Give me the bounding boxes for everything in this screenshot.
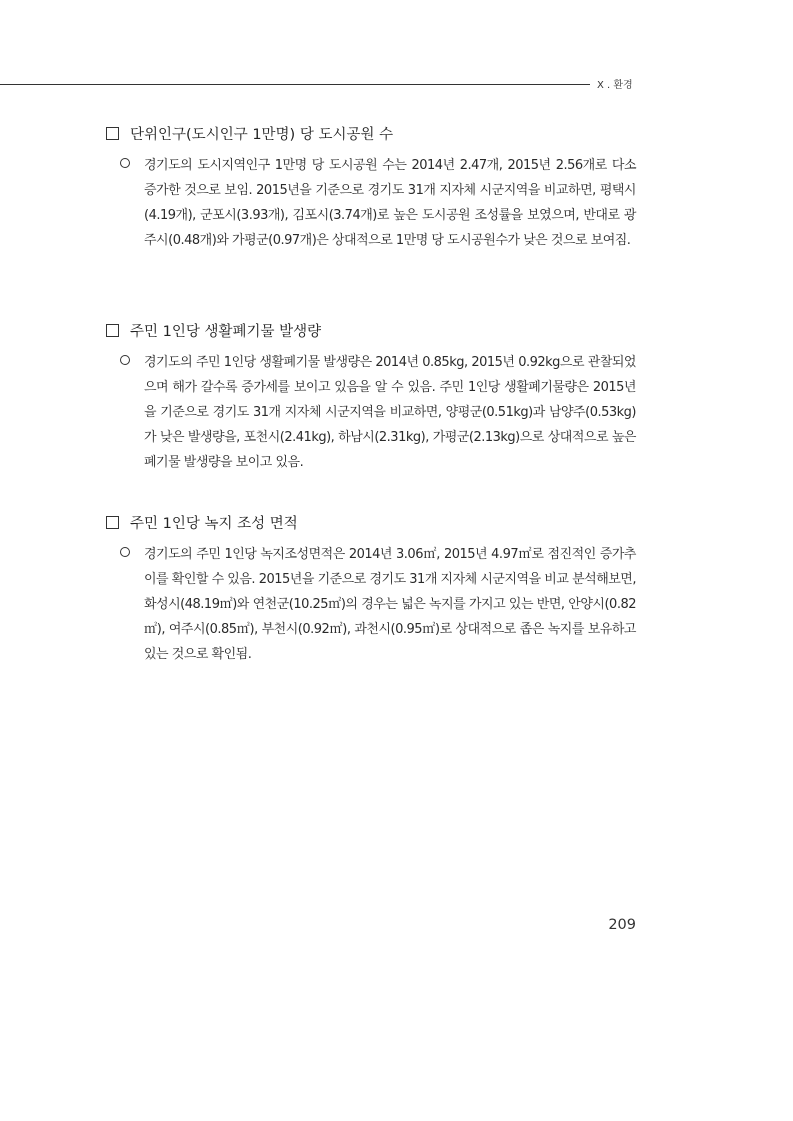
bullet-paragraph: 경기도의 주민 1인당 녹지조성면적은 2014년 3.06㎡, 2015년 4.97㎡로 점진적인 증가추이를 확인할 수 있음. 2015년을 기준으로 경기도 31개 지자체 시군지역을 비교 분석해보면, 화성시(48.19㎡)와 연천군(10.25㎡)의 경우는 넓은 녹지를 가지고 있는 반면, 안양시(0.82㎡), 여주시(0.85㎡), 부천시(0.92㎡), 과천시(0.95㎡)로 상대적으로 좁은 녹지를 보유하고 있는 것으로 확인됨.	[144, 547, 636, 662]
section-heading-text: 주민 1인당 녹지 조성 면적	[130, 515, 298, 532]
bullet-item	[106, 350, 636, 475]
circle-bullet-icon	[120, 547, 130, 557]
bullet-paragraph: 경기도의 주민 1인당 생활폐기물 발생량은 2014년 0.85kg, 2015년 0.92kg으로 관찰되었으며 해가 갈수록 증가세를 보이고 있음을 알 수 있음. 주민 1인당 생활폐기물량은 2015년을 기준으로 경기도 31개 지자체 시군지역을 비교하면, 양평군(0.51kg)과 남양주(0.53kg)가 낮은 발생량을, 포천시(2.41kg), 하남시(2.31kg), 가평군(2.13kg)으로 상대적으로 높은 폐기물 발생량을 보이고 있음.	[144, 355, 636, 470]
section-household-waste	[106, 319, 636, 475]
section-heading	[106, 511, 636, 533]
square-bullet-icon	[106, 127, 119, 140]
circle-bullet-icon	[120, 158, 130, 168]
bullet-paragraph: 경기도의 도시지역인구 1만명 당 도시공원 수는 2014년 2.47개, 2015년 2.56개로 다소 증가한 것으로 보임. 2015년을 기준으로 경기도 31개 지자체 시군지역을 비교하면, 평택시(4.19개), 군포시(3.93개), 김포시(3.74개)로 높은 도시공원 조성률을 보였으며, 반대로 광주시(0.48개)와 가평군(0.97개)은 상대적으로 1만명 당 도시공원수가 낮은 것으로 보여짐.	[144, 158, 636, 248]
section-heading	[106, 122, 636, 144]
square-bullet-icon	[106, 516, 119, 529]
circle-bullet-icon	[120, 355, 130, 365]
chapter-label: X . 환경	[597, 80, 633, 91]
bullet-item	[106, 542, 636, 667]
section-heading-text: 주민 1인당 생활폐기물 발생량	[130, 323, 322, 340]
section-heading	[106, 319, 636, 341]
section-heading-text: 단위인구(도시인구 1만명) 당 도시공원 수	[130, 126, 394, 143]
section-green-area	[106, 511, 636, 667]
bullet-item	[106, 153, 636, 253]
section-urban-parks	[106, 122, 636, 253]
square-bullet-icon	[106, 324, 119, 337]
page-number: 209	[608, 917, 636, 933]
header-rule	[0, 84, 590, 85]
